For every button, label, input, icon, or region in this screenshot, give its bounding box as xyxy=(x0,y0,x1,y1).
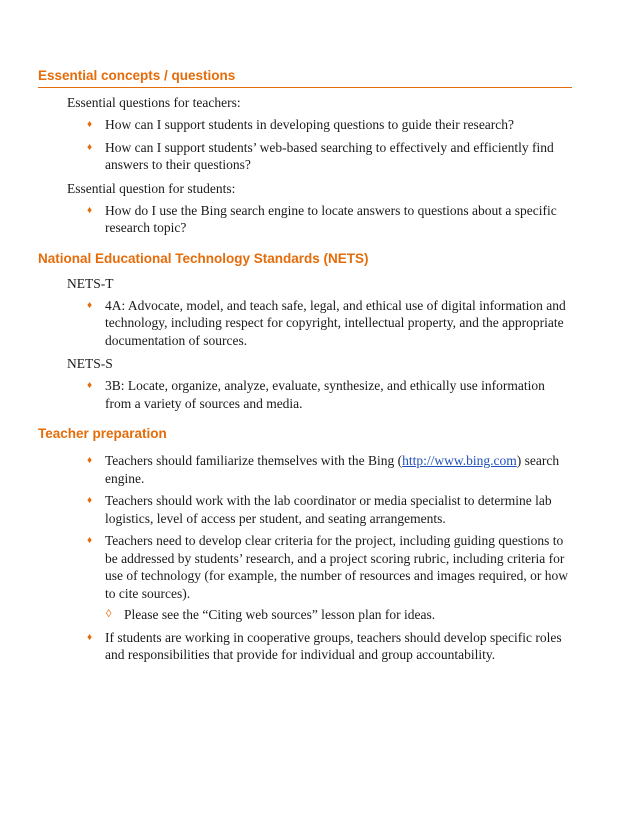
list-item: ♦ How do I use the Bing search engine to locate answers to questions about a specific research topic? xyxy=(87,202,557,235)
section-heading-nets: National Educational Technology Standards (NETS) xyxy=(38,250,369,266)
list-item: ◊ Please see the “Citing web sources” lesson plan for ideas. xyxy=(106,607,436,622)
diamond-bullet-icon: ♦ xyxy=(87,455,93,466)
nets-t-label: NETS-T xyxy=(67,275,114,291)
section-heading-essential: Essential concepts / questions xyxy=(38,66,572,88)
teacher-questions-list xyxy=(38,116,572,174)
list-item: ♦ Teachers should familiarize themselves with the Bing (http://www.bing.com) search engine. xyxy=(87,453,560,486)
document-page xyxy=(38,66,572,669)
preparation-list xyxy=(38,452,572,664)
student-questions-list xyxy=(38,202,572,237)
nets-s-label: NETS-S xyxy=(67,356,113,371)
nets-s-list xyxy=(38,377,572,412)
preparation-sublist xyxy=(38,606,572,624)
list-item: ♦ How can I support students’ web-based searching to effectively and efficiently find answers to their questions? xyxy=(87,139,554,172)
diamond-bullet-icon: ♦ xyxy=(87,631,93,643)
diamond-bullet-icon: ♦ xyxy=(87,119,93,130)
diamond-bullet-icon: ♦ xyxy=(87,535,93,546)
teachers-questions-label: Essential questions for teachers: xyxy=(67,95,241,110)
list-item: ♦ Teachers need to develop clear criteria for the project, including guiding questions to be addressed by students’ research, and a project scoring rubric, including criteria for use of technology (for example, the number of resources and images required, or how to cite sources). ◊ Please see the “Citing web sources” lesson plan for ideas. xyxy=(38,532,572,624)
diamond-bullet-icon: ♦ xyxy=(87,299,93,311)
nets-t-list xyxy=(38,297,572,350)
section-essential-concepts xyxy=(38,66,572,237)
list-item: ♦ If students are working in cooperative groups, teachers should develop specific roles and responsibilities that provide for individual and group accountability. xyxy=(87,629,562,662)
diamond-bullet-icon: ♦ xyxy=(87,495,93,506)
list-item: ♦ 3B: Locate, organize, analyze, evaluate, synthesize, and ethically use information from a variety of sources and media. xyxy=(87,378,545,411)
diamond-bullet-icon: ♦ xyxy=(87,204,93,216)
list-item: ♦ 4A: Advocate, model, and teach safe, legal, and ethical use of digital information and technology, including respect for copyright, intellectual property, and the appropriate documentation of sources. xyxy=(87,297,566,348)
section-heading-preparation: Teacher preparation xyxy=(38,426,167,441)
open-diamond-bullet-icon: ◊ xyxy=(106,608,112,620)
section-nets xyxy=(38,249,572,413)
list-item: ♦ Teachers should work with the lab coordinator or media specialist to determine lab logistics, level of access per student, and seating arrangements. xyxy=(87,493,552,526)
diamond-bullet-icon: ♦ xyxy=(87,141,93,153)
diamond-bullet-icon: ♦ xyxy=(87,380,93,391)
bing-link[interactable]: http://www.bing.com xyxy=(402,453,517,468)
list-item: ♦ How can I support students in developing questions to guide their research? xyxy=(87,117,515,132)
section-teacher-preparation xyxy=(38,424,572,664)
students-question-label: Essential question for students: xyxy=(67,180,236,196)
